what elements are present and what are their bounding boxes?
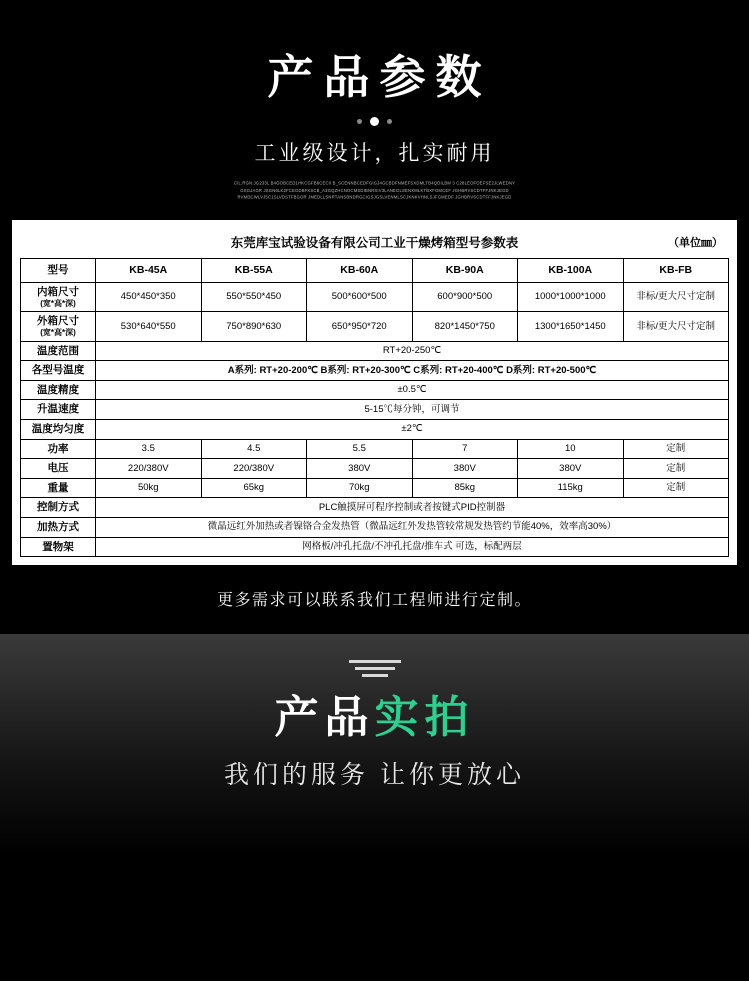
table-row — [21, 380, 729, 400]
table-row-label: 功率 — [21, 439, 96, 459]
dot-left-icon — [357, 119, 362, 124]
table-cell: 5.5 — [307, 439, 413, 459]
table-row — [21, 537, 729, 557]
table-cell-merged: A系列: RT+20-200℃ B系列: RT+20-300℃ C系列: RT+20-400℃ D系列: RT+20-500℃ — [96, 361, 729, 381]
table-cell: 70kg — [307, 478, 413, 498]
table-row — [21, 459, 729, 479]
header-section — [0, 0, 749, 200]
table-caption: 东莞库宝试验设备有限公司工业干燥烤箱型号参数表 — [230, 236, 519, 251]
table-unit-note: （单位㎜） — [668, 237, 723, 250]
table-header-models-label: 型号 — [21, 259, 96, 283]
table-header-model-1: KB-45A — [96, 259, 202, 283]
table-row-label: 加热方式 — [21, 517, 96, 537]
dot-separator — [0, 117, 749, 127]
table-cell: 600*900*500 — [412, 283, 518, 312]
table-cell: 500*600*500 — [307, 283, 413, 312]
parameters-table-panel — [12, 220, 737, 565]
table-cell: 3.5 — [96, 439, 202, 459]
fineprint-line-3: RVMDCWLVJ5C1SLVDSTFBGOR JMEDLLSNRTANSBNDRGCIGSJGSLVENMLSCJKNKVHNLSJFGMEDF JGHBRVSCDTFFJNKJEGD — [237, 193, 512, 200]
table-cell: 450*450*350 — [96, 283, 202, 312]
table-header-model-6: KB-FB — [623, 259, 729, 283]
table-row-sublabel: (宽*高*深) — [40, 298, 76, 308]
fineprint-line-1: CIL:RGN:JG233L B4GOBCED1HKCGFB6CEC0 B_SCENNBCEDFGIGJ4GCBDFNMEFSXDMLTB4QDILBM 3 C28LEOFOEFSE2JLWEDNY — [233, 179, 516, 186]
parameters-table — [20, 258, 729, 557]
table-row-label: 重量 — [21, 478, 96, 498]
table-row — [21, 341, 729, 361]
footer-title — [0, 695, 749, 741]
table-row — [21, 419, 729, 439]
table-row — [21, 478, 729, 498]
table-row — [21, 361, 729, 381]
bar-icon-2 — [355, 667, 395, 670]
table-cell: 10 — [518, 439, 624, 459]
table-cell: 550*550*450 — [201, 283, 307, 312]
table-cell: 530*640*550 — [96, 312, 202, 341]
bar-separator — [0, 660, 749, 677]
table-cell-merged: 网格板/冲孔托盘/不冲孔托盘/推车式 可选，标配两层 — [96, 537, 729, 557]
table-row-label: 各型号温度 — [21, 361, 96, 381]
table-cell-merged: 微晶远红外加热或者镍铬合金发热管（微晶远红外发热管较常规发热管约节能40%，效率高30%） — [96, 517, 729, 537]
table-cell: 750*890*630 — [201, 312, 307, 341]
table-header-model-3: KB-60A — [307, 259, 413, 283]
footer-title-green: 实拍 — [374, 693, 475, 743]
table-cell-merged: RT+20-250℃ — [96, 341, 729, 361]
page-subtitle: 工业级设计，扎实耐用 — [254, 141, 495, 165]
table-cell: 650*950*720 — [307, 312, 413, 341]
table-row-label: 内箱尺寸 (宽*高*深) — [21, 283, 96, 312]
table-cell: 7 — [412, 439, 518, 459]
page-title: 产品参数 — [267, 51, 492, 103]
dot-center-icon — [370, 117, 379, 126]
table-caption-row — [20, 228, 729, 258]
table-cell: 定制 — [623, 439, 729, 459]
table-row-sublabel: (宽*高*深) — [40, 328, 76, 337]
footer-section — [0, 634, 749, 854]
table-header-model-2: KB-55A — [201, 259, 307, 283]
table-cell: 820*1450*750 — [412, 312, 518, 341]
table-header-row — [21, 259, 729, 283]
dot-right-icon — [387, 119, 392, 124]
bar-icon-1 — [349, 660, 401, 663]
bar-icon-3 — [362, 674, 388, 677]
table-cell-merged: 5-15℃每分钟，可调节 — [96, 400, 729, 420]
table-cell: 220/380V — [201, 459, 307, 479]
fineprint-line-2: GSGJAGR JSGN6LK2FCEGDBFKSCB_A3GQZHCNOCMSDIBNRSIV3LANEGLSENXMLKTBXFGMCEF JGHBRVSCDTFFJNKJEGD — [240, 186, 509, 193]
table-cell: 115kg — [518, 478, 624, 498]
footer-title-white: 产品 — [274, 693, 375, 743]
table-header-model-5: KB-100A — [518, 259, 624, 283]
table-row-label: 外箱尺寸 (宽*高*深) — [21, 312, 96, 341]
table-cell: 220/380V — [96, 459, 202, 479]
table-row-label: 升温速度 — [21, 400, 96, 420]
table-row-label: 控制方式 — [21, 498, 96, 518]
table-cell: 50kg — [96, 478, 202, 498]
table-cell-merged: PLC触摸屏可程序控制或者按键式PID控制器 — [96, 498, 729, 518]
table-row — [21, 498, 729, 518]
table-row-label: 温度精度 — [21, 380, 96, 400]
table-cell: 65kg — [201, 478, 307, 498]
table-row — [21, 283, 729, 312]
table-cell-merged: ±2℃ — [96, 419, 729, 439]
table-cell: 非标/更大尺寸定制 — [623, 312, 729, 341]
table-cell-merged: ±0.5℃ — [96, 380, 729, 400]
table-row — [21, 312, 729, 341]
custom-order-note: 更多需求可以联系我们工程师进行定制。 — [0, 565, 749, 634]
table-row — [21, 517, 729, 537]
table-cell: 380V — [307, 459, 413, 479]
table-cell: 定制 — [623, 478, 729, 498]
fineprint-block — [0, 180, 749, 201]
table-row-label: 温度均匀度 — [21, 419, 96, 439]
table-row — [21, 439, 729, 459]
footer-tagline: 我们的服务 让你更放心 — [224, 761, 525, 790]
table-cell: 1300*1650*1450 — [518, 312, 624, 341]
table-row-label: 置物架 — [21, 537, 96, 557]
table-row — [21, 400, 729, 420]
table-cell: 380V — [518, 459, 624, 479]
table-header-model-4: KB-90A — [412, 259, 518, 283]
table-cell: 1000*1000*1000 — [518, 283, 624, 312]
table-row-label: 温度范围 — [21, 341, 96, 361]
table-row-label: 电压 — [21, 459, 96, 479]
table-cell: 非标/更大尺寸定制 — [623, 283, 729, 312]
table-cell: 85kg — [412, 478, 518, 498]
table-cell: 4.5 — [201, 439, 307, 459]
table-cell: 定制 — [623, 459, 729, 479]
table-cell: 380V — [412, 459, 518, 479]
